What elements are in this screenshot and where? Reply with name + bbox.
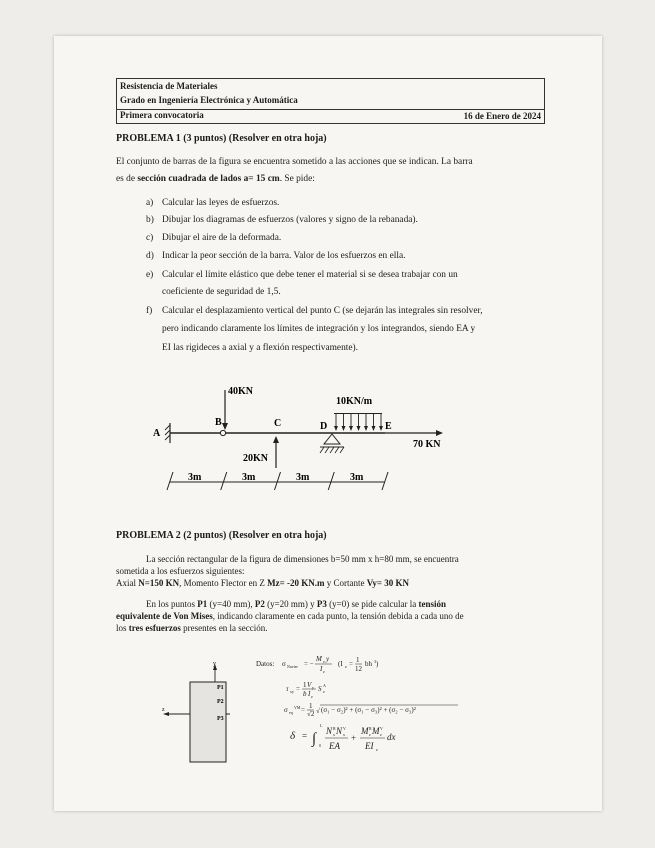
svg-text:=: = [302,731,308,741]
force-70-label: 70 KN [413,439,441,450]
svg-text:N: N [336,726,343,736]
svg-text:∫: ∫ [312,731,317,747]
svg-text:V: V [307,681,312,689]
force-40-arrowhead [222,423,228,430]
displacement-integral-formula [290,723,396,752]
distributed-load-arrowhead [334,426,338,431]
rectangular-section [190,682,226,762]
task-text: coeficiente de seguridad de 1,5. [162,287,281,297]
task-text: Calcular el desplazamiento vertical del punto C (se dejarán las integrales sin resolver, [162,306,483,316]
distributed-load-arrowhead [379,426,383,431]
distributed-load-arrowhead [372,426,376,431]
force-20-label: 20KN [243,453,268,464]
shear-stress-formula [286,681,326,699]
span-label-1: 3m [188,472,202,483]
shear-value: Vy= 30 KN [366,578,410,588]
svg-text:(I: (I [338,660,343,668]
loads-text: , Momento Flector en Z [179,578,268,588]
para-text: los [116,623,129,633]
svg-text:z: z [376,747,378,752]
span-label-3: 3m [296,472,310,483]
label-E: E [385,421,392,432]
distributed-load-label: 10KN/m [336,396,373,407]
svg-text:EI: EI [365,741,374,751]
svg-text:z: z [323,659,325,664]
problem2-para1-line2: sometida a los esfuerzos siguientes: [116,566,245,576]
label-P3: P3 [217,716,224,722]
svg-text:A: A [323,683,326,688]
svg-text:M: M [361,726,369,736]
svg-text:R: R [369,726,372,731]
task-text: Calcular las leyes de esfuerzos. [162,198,280,208]
task-marker: d) [146,251,154,261]
svg-text:VM: VM [294,705,301,710]
degree-name: Grado en Ingeniería Electrónica y Automática [120,95,298,105]
svg-text:I: I [308,690,311,698]
dimension-tick [275,472,281,490]
beam-figure [140,378,460,503]
problem2-loads-line [116,578,409,589]
label-D: D [320,421,328,432]
svg-text:y: y [312,685,314,690]
svg-text:I: I [320,665,323,673]
svg-text:Navier: Navier [287,664,298,669]
problem2-para2-line1 [146,599,446,610]
datos-label: Datos: [256,660,275,668]
svg-text:M: M [316,655,322,663]
svg-text:1: 1 [303,681,307,689]
para-text: (y=20 mm) y [264,599,317,609]
svg-text:12: 12 [355,665,362,673]
span-label-4: 3m [350,472,364,483]
point-P1: P1 [197,599,208,609]
svg-text:=: = [296,685,300,693]
problem1-intro-line2 [116,172,315,186]
label-B: B [215,417,222,428]
svg-text:3: 3 [374,659,376,664]
task-text: pero indicando claramente los límites de integración y los integrandos, siendo EA y [162,324,476,334]
svg-text:1: 1 [356,656,360,664]
svg-text:M: M [372,726,380,736]
svg-text:σ: σ [284,706,288,714]
svg-text:y: y [326,655,330,663]
svg-text:=: = [349,660,353,668]
para-text: En los puntos [146,599,198,609]
task-text: Dibujar el aire de la deformada. [162,233,282,243]
para-text: , indicando claramente en cada punto, la tensión debida a cada uno de [212,611,464,621]
exam-header [116,78,545,124]
task-marker: e) [146,270,154,280]
task-marker: a) [146,198,154,208]
svg-text:z: z [345,664,347,669]
problem2-title: PROBLEMA 2 (2 puntos) (Resolver en otra hoja) [116,530,327,541]
svg-text:eq: eq [289,710,293,715]
task-text: Indicar la peor sección de la barra. Valor de los esfuerzos en ella. [162,251,406,261]
task-text: Dibujar los diagramas de esfuerzos (valores y signo de la rebanada). [162,215,418,225]
svg-text:= −: = − [304,660,314,668]
svg-text:=: = [301,706,305,714]
label-P1: P1 [217,685,224,691]
axial-value: N=150 KN [138,578,180,588]
svg-text:1: 1 [309,702,313,710]
svg-text:L: L [320,723,323,728]
svg-text:): ) [376,660,379,668]
problem2-para1-line1: La sección rectangular de la figura de dimensiones b=50 mm x h=80 mm, se encuentra [146,554,459,564]
moment-value: Mz= -20 KN.m [267,578,325,588]
dimension-tick [328,472,334,490]
svg-text:R: R [333,726,336,731]
von-mises-formula [284,702,458,718]
bending-stress-formula [282,655,379,674]
exam-date: 16 de Enero de 2024 [463,111,541,121]
formulas [280,654,470,756]
svg-text:√: √ [316,707,320,715]
task-marker: c) [146,233,154,243]
para-text: presentes en la sección. [180,623,268,633]
svg-text:b: b [303,690,307,698]
span-label-2: 3m [242,472,256,483]
svg-text:V: V [343,726,346,731]
svg-text:S: S [318,685,322,693]
label-C: C [274,418,282,429]
svg-text:xy: xy [290,689,294,694]
distributed-load-arrowhead [342,426,346,431]
para-text: (y=0) se pide calcular la [326,599,419,609]
svg-text:V: V [380,726,383,731]
course-name: Resistencia de Materiales [120,81,218,91]
loads-text: Axial [116,578,139,588]
hinge-B [220,430,225,435]
svg-text:τ: τ [286,685,289,693]
emphasis: equivalente de Von Mises [116,611,213,621]
svg-text:z: z [323,669,325,674]
emphasis: tensión [418,599,446,609]
svg-text:EA: EA [329,741,340,751]
intro-text-end: . Se pide: [279,174,315,184]
fixed-support-A [165,423,170,443]
force-20-arrowhead [273,436,279,443]
distributed-load-arrowhead [349,426,353,431]
svg-text:x: x [343,732,345,737]
dimension-tick [221,472,227,490]
svg-text:√2: √2 [307,710,315,718]
svg-text:0: 0 [319,743,321,748]
task-marker: f) [146,306,153,316]
dimension-tick [167,472,173,490]
point-P2: P2 [254,599,265,609]
label-P2: P2 [217,699,224,705]
svg-text:(σ₁ − σ₂)² + (σ₁ − σ₃)² + (σ₂: (σ₁ − σ₂)² + (σ₁ − σ₃)² + (σ₂ − σ₃)² [321,706,416,714]
distributed-load-arrowhead [364,426,368,431]
emphasis: tres esfuerzos [128,623,181,633]
svg-text:dx: dx [387,732,396,742]
cross-section-figure [160,660,240,770]
z-axis-label: z [162,707,165,713]
distributed-load [334,413,383,431]
intro-text: es de [116,174,138,184]
point-P3: P3 [316,599,327,609]
problem1-title: PROBLEMA 1 (3 puntos) (Resolver en otra hoja) [116,133,327,144]
problem2-para2-line2 [116,611,464,622]
svg-text:+: + [351,733,357,743]
svg-text:z: z [380,732,382,737]
section-spec: sección cuadrada de lados a= 15 cm [137,174,280,184]
task-text: EI las rigideces a axial y a flexión respectivamente). [162,343,359,353]
problem1-intro-line1: El conjunto de barras de la figura se encuentra sometido a las acciones que se indican. La barra [116,157,473,167]
svg-text:z: z [311,694,313,699]
force-40-label: 40KN [228,386,253,397]
svg-text:z: z [369,732,371,737]
svg-text:x: x [333,732,335,737]
roller-support-D [320,434,344,453]
task-text: Calcular el límite elástico que debe tener el material si se desea trabajar con un [162,270,458,280]
label-A: A [153,428,161,439]
para-text: (y=40 mm), [207,599,255,609]
svg-text:δ: δ [290,730,296,742]
svg-text:σ: σ [282,660,286,668]
call-name: Primera convocatoria [120,110,204,120]
dimension-tick [382,472,388,490]
loads-text: y Cortante [324,578,367,588]
svg-text:bh: bh [365,660,372,668]
problem2-para2-line3 [116,623,268,634]
svg-text:N: N [326,726,333,736]
task-marker: b) [146,215,154,225]
force-70-arrowhead [436,430,443,436]
distributed-load-arrowhead [357,426,361,431]
svg-text:z: z [323,689,325,694]
y-axis-label: y [213,661,216,667]
